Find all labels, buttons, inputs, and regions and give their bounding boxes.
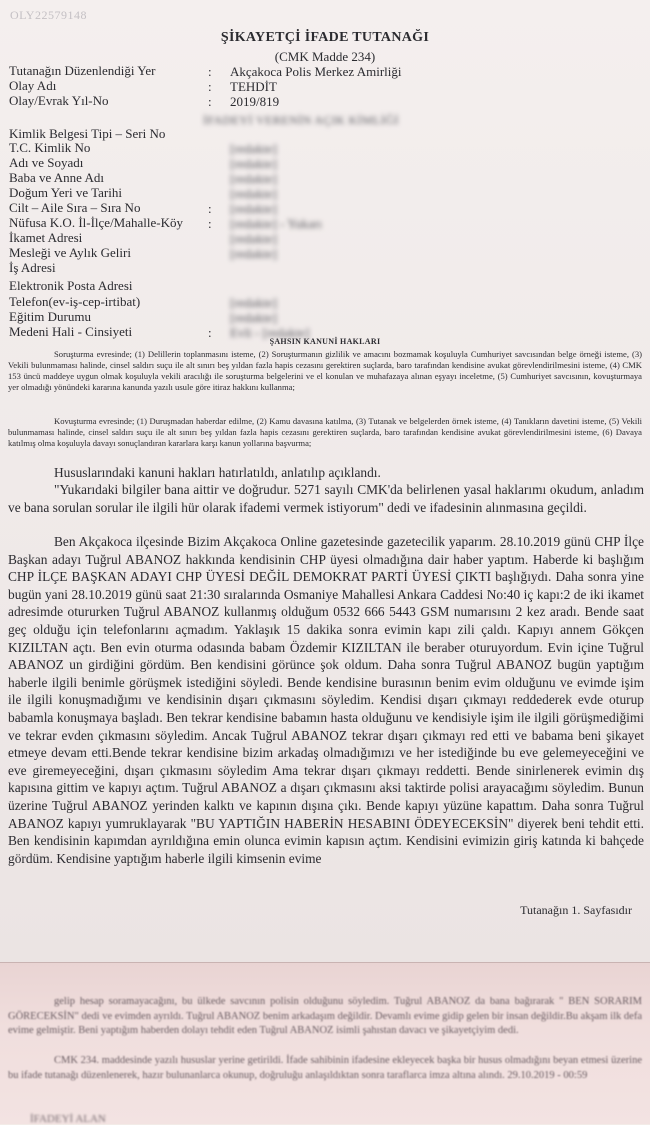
page2-signature-label: İFADEYİ ALAN: [30, 1113, 106, 1125]
page-footer: Tutanağın 1. Sayfasıdır: [520, 903, 632, 917]
colon: :: [208, 201, 212, 216]
identity-value-redacted: [redakte]: [230, 231, 277, 246]
declaration: "Yukarıdaki bilgiler bana aittir ve doğrudur. 5271 sayılı CMK'da belirlenen yasal haklarımı okudum, anladım ve bana sorulan sorular ile ilgili hür olarak ifademi vermek istiyorum" dedi ve ifadesinin alınmasına geçildi.: [8, 482, 644, 515]
identity-value-redacted: [redakte]: [230, 186, 277, 201]
identity-label: İkamet Adresi: [9, 230, 83, 245]
identity-label: Elektronik Posta Adresi: [9, 278, 133, 293]
colon: :: [208, 216, 212, 231]
identity-value-redacted: [redakte]: [230, 141, 277, 156]
rights-reminded: Hususlarındaki kanuni hakları hatırlatıldı, anlatılıp açıklandı.: [54, 465, 381, 480]
identity-label: Doğum Yeri ve Tarihi: [9, 185, 122, 200]
rights-prosecution: Kovuşturma evresinde; (1) Duruşmadan haberdar edilme, (2) Kamu davasına katılma, (3) Tutanak ve belgelerden örnek isteme, (4) Tanıkların davetini isteme, (5) Vekili bulunmaması halinde, cinsel saldırı suçu ile alt sınırı beş yıldan fazla hapis cezasını gerektiren suçlarda, baro tarafından kendisine avukat görevlendirilmesini isteme, (6) Davaya katılmış olma koşuluyla davayı sonuçlandıran kararlara karşı kanun yollarına başvurma;: [8, 416, 642, 448]
identity-label: Medeni Hali - Cinsiyeti: [9, 324, 133, 339]
rights-investigation: Soruşturma evresinde; (1) Delillerin toplanmasını isteme, (2) Soruşturmanın gizlilik ve amacını bozmamak koşuluyla Cumhuriyet savcısından belge örneği isteme, (3) Vekili bulunmaması halinde, cinsel saldırı suçu ile alt sınırı beş yıldan fazla hapis cezasını gerektiren suçlarda, baro tarafından kendisine avukat görevlendirilmesini isteme, (4) CMK 153 üncü maddeye uygun olmak koşuluyla vekili aracılığı ile soruşturma belgelerini ve el konulan ve muhafazaya alınan eşyayı inceletme, (5) Cumhuriyet savcısının, kovuşturmaya yer olmadığı yönündeki kararına kanunda yazılı usule göre itiraz hakkını kullanma;: [8, 349, 642, 392]
document-number: OLY22579148: [10, 8, 87, 22]
identity-label: Nüfusa K.O. İl-İlçe/Mahalle-Köy: [9, 215, 183, 230]
identity-label: Kimlik Belgesi Tipi – Seri No: [9, 126, 166, 141]
colon: :: [208, 325, 212, 340]
colon: :: [208, 94, 212, 109]
identity-label: Adı ve Soyadı: [9, 155, 84, 170]
identity-label: T.C. Kimlik No: [9, 140, 91, 155]
document-title: ŞİKAYETÇİ İFADE TUTANAĞI: [220, 30, 430, 45]
page2-closing: CMK 234. maddesinde yazılı hususlar yerine getirildi. İfade sahibinin ifadesine ekleyecek başka bir husus olmadığını beyan etmesi üzerine bu ifade tutanağı düzenlenerek, hazır bulunanlarca okunup, doğruluğu anlaşıldıktan sonra taraflarca imza altına alındı. 29.10.2019 - 00:59: [8, 1055, 642, 1081]
field-value-event: TEHDİT: [230, 79, 277, 94]
page2-text: gelip hesap soramayacağını, bu ülkede savcının polisin olduğunu söyledim. Tuğrul ABANOZ da bana bağırarak " BEN SORARIM GÖRECEKSİN" dedi ve evimden ayrıldı. Tuğrul ABANOZ benim arkadaşım değildir. Devamlı evime gidip gelen bir insan değildir.Bu akşam ilk defa evime gelmiştir. Beni yaptığım haberden dolayı tehdit eden Tuğrul ABANOZ isimli şahıstan davacı ve şikayetçiyim dedi.: [8, 996, 642, 1037]
statement-body: Ben Akçakoca ilçesinde Bizim Akçakoca Online gazetesinde gazetecilik yaparım. 28.10.2019 günü CHP İlçe Başkan adayı Tuğrul ABANOZ hakkında kendisinin CHP üyesi olmadığına dair haber yaptım. Haberde ki başlığım CHP İLÇE BAŞKAN ADAYI CHP ÜYESİ DEĞİL DEMOKRAT PARTİ ÜYESİ ÇIKTI başlığıydı. Daha sonra yine bugün yani 28.10.2019 günü saat 21:30 sıralarında Osmaniye Mahallesi Ankara Caddesi No:40 iç kapı:2 de iki ikamet adresimde otururken Tuğrul ABANOZ kullanmış olduğum 0532 666 5443 GSM numarısını 2 kez aradı. Bende saat geç olduğu için telefonlarını açmadım. Yaklaşık 15 dakika sonra evimin kapı zili çaldı. Kapıyı annem Gökçen KIZILTAN açtı. Ben evin oturma odasında babam Özdemir KIZILTAN ile beraber oturuyordum. Evin içine Tuğrul ABANOZ un girdiğini gördüm. Ben kendisini görünce şok oldum. Daha sonra Tuğrul ABANOZ bugün yaptığım haberle ilgili benimle görüşmek istediğini söyledi. Bende kendisine burasının benim evim olduğunu ve evimde işim ile ilgili konuşmadığımı ve kendisinin dışarı çıkmasını söyledim. Kendisi dışarı çıkmayı reddederek evde oturup babamla konuşmaya başladı. Ben tekrar kendisine babamın hasta olduğunu ve kendisiyle işim ile ilgili görüşmediğimi ve tekrar evden çıkmasını söyledim. Ancak Tuğrul ABANOZ tekrar dışarı çıkmayı red etti ve babama beni şikayet etmeye devam etti.Bende tekrar kendisine bizim arkadaş olmadığımızı ve her istediğinde bu eve gelemeyeceğini ve eve giremeyeceğini, dışarı çıkmasını söyledim Ama tekrar dışarı çıkmayı reddetti. Bende sinirlenerek evimin dış kapısına gittim ve kapıyı açtım. Tuğrul ABANOZ a dışarı çıkmasını aksi taktirde polisi arayacağımı söyledim. Bunun üzerine Tuğrul ABANOZ yerinden kalktı ve kapının dışına çıkı. Bende kapıyı yüzüne kapattım. Daha sonra Tuğrul ABANOZ kapıyı yumruklayarak "BU YAPTIĞIN HABERİN HESABINI ÖDEYECEKSİN" diyerek beni tehdit etti. Ben kendisinin kapımdan ayrıldığına emin olunca evimin kapısın açtım. Kendisini evimizin giriş katında ki bahçede gördüm. Kendisine yaptığım haberle ilgili kimsenin evime: [8, 534, 644, 866]
identity-value-redacted: [redakte]: [230, 295, 277, 310]
identity-label: Mesleği ve Aylık Geliri: [9, 245, 131, 260]
identity-value-redacted: [redakte]: [230, 201, 277, 216]
identity-label: Telefon(ev-iş-cep-irtibat): [9, 294, 141, 309]
identity-label: Cilt – Aile Sıra – Sıra No: [9, 200, 141, 215]
identity-section-title: İFADEYİ VERENİN AÇIK KİMLİĞİ: [203, 113, 399, 127]
identity-value-redacted: [redakte]: [230, 246, 277, 261]
colon: :: [208, 64, 212, 79]
rights-title: ŞAHSIN KANUNİ HAKLARI: [269, 337, 381, 346]
field-label-location: Tutanağın Düzenlendiği Yer: [9, 63, 156, 78]
field-value-year-no: 2019/819: [230, 94, 280, 109]
document-subtitle: (CMK Madde 234): [274, 49, 376, 64]
field-value-location: Akçakoca Polis Merkez Amirliği: [230, 64, 402, 79]
field-label-event: Olay Adı: [9, 78, 57, 93]
colon: :: [208, 79, 212, 94]
identity-label: Baba ve Anne Adı: [9, 170, 104, 185]
identity-label: Eğitim Durumu: [9, 309, 91, 324]
field-label-year-no: Olay/Evrak Yıl-No: [9, 93, 109, 108]
identity-label: İş Adresi: [9, 260, 56, 275]
identity-value-redacted: Evli - [redakte]: [230, 325, 310, 340]
identity-value-redacted: [redakte] - Yukarı: [230, 216, 322, 231]
identity-value-redacted: [redakte]: [230, 171, 277, 186]
identity-value-redacted: [redakte]: [230, 156, 277, 171]
page-2: [0, 962, 650, 1124]
identity-value-redacted: [redakte]: [230, 310, 277, 325]
